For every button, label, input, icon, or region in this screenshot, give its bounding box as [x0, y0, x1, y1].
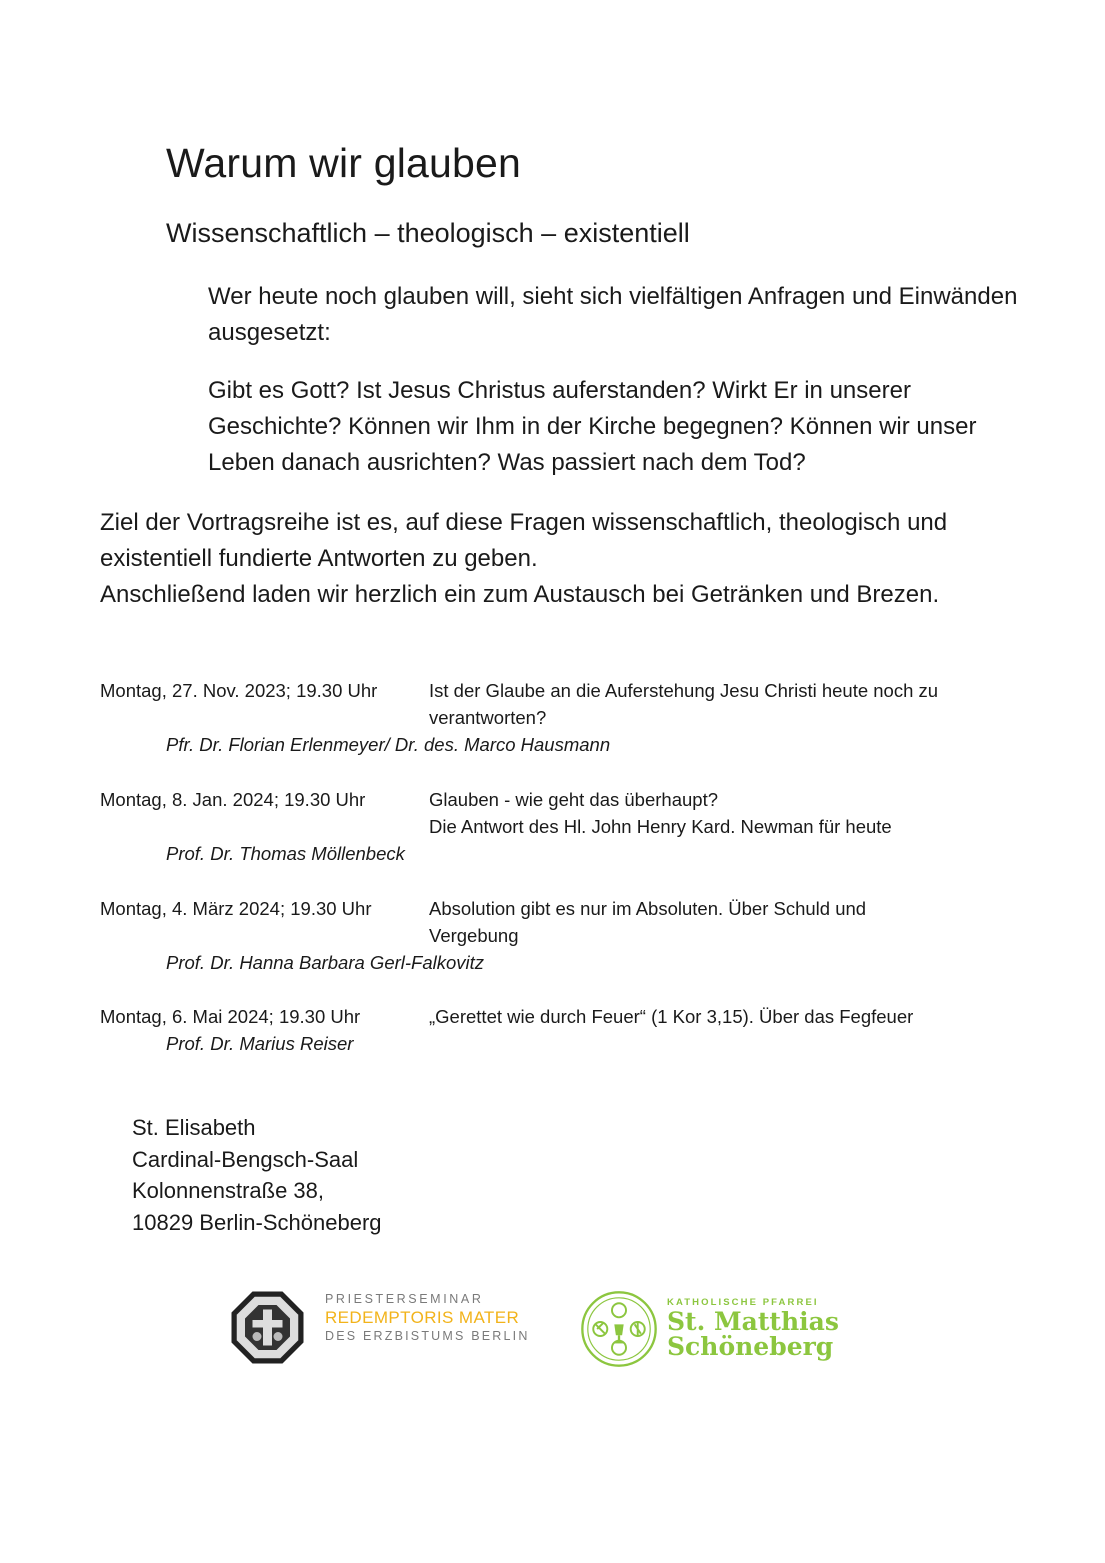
page-subtitle: Wissenschaftlich – theologisch – existentiell — [166, 218, 690, 248]
parish-logo-name: Schöneberg — [667, 1332, 834, 1361]
venue-address — [132, 1112, 382, 1238]
aim-paragraph — [100, 505, 1060, 613]
aim-line-2: Anschließend laden wir herzlich ein zum Austausch bei Getränken und Brezen. — [100, 581, 940, 608]
intro-paragraph-1: Wer heute noch glauben will, sieht sich vielfältigen Anfragen und Einwänden ausgesetzt: — [208, 283, 1018, 346]
event-topic — [429, 786, 1029, 840]
event-speaker: Prof. Dr. Hanna Barbara Gerl-Falkovitz — [166, 952, 485, 973]
seminary-logo-line: DES ERZBISTUMS BERLIN — [325, 1329, 530, 1343]
event-topic — [429, 895, 929, 949]
page-title: Warum wir glauben — [166, 140, 522, 186]
seminary-logo-line: PRIESTERSEMINAR — [325, 1292, 484, 1306]
event-topic-line: Ist der Glaube an die Auferstehung Jesu Christi heute noch zu verantworten? — [429, 680, 939, 728]
event-topic-line: Absolution gibt es nur im Absoluten. Über Schuld und Vergebung — [429, 898, 867, 946]
event-date: Montag, 8. Jan. 2024; 19.30 Uhr — [100, 789, 366, 810]
event-speaker: Prof. Dr. Marius Reiser — [166, 1033, 354, 1054]
venue-line: St. Elisabeth — [132, 1115, 256, 1140]
event-topic-line: „Gerettet wie durch Feuer“ (1 Kor 3,15). Über das Fegfeuer — [429, 1006, 914, 1027]
event-date: Montag, 27. Nov. 2023; 19.30 Uhr — [100, 680, 378, 701]
event-date: Montag, 4. März 2024; 19.30 Uhr — [100, 898, 372, 919]
venue-line: 10829 Berlin-Schöneberg — [132, 1209, 382, 1235]
event-topic — [429, 677, 1029, 731]
parish-emblem-icon — [580, 1290, 658, 1368]
seminary-logo-line: REDEMPTORIS MATER — [325, 1308, 520, 1327]
intro-paragraph-2: Gibt es Gott? Ist Jesus Christus auferstanden? Wirkt Er in unserer Geschichte? Können wir Ihm in der Kirche begegnen? Können wir unser Leben danach ausrichten? Was passiert nach dem Tod? — [208, 377, 977, 476]
event-speaker: Pfr. Dr. Florian Erlenmeyer/ Dr. des. Marco Hausmann — [166, 734, 611, 755]
seminary-logo-text — [325, 1291, 530, 1344]
event-topic-line: Die Antwort des Hl. John Henry Kard. Newman für heute — [429, 816, 892, 837]
event-speaker: Prof. Dr. Thomas Möllenbeck — [166, 843, 405, 864]
aim-line-1: Ziel der Vortragsreihe ist es, auf diese Fragen wissenschaftlich, theologisch und existentiell fundierte Antworten zu geben. — [100, 509, 948, 572]
event-topic — [429, 1003, 1029, 1030]
parish-logo-text — [667, 1297, 839, 1359]
event-topic-line: Glauben - wie geht das überhaupt? — [429, 789, 719, 810]
parish-logo-name: St. Matthias — [667, 1307, 839, 1336]
seminary-seal-icon — [230, 1290, 305, 1365]
venue-line: Cardinal-Bengsch-Saal — [132, 1146, 359, 1172]
venue-line: Kolonnenstraße 38, — [132, 1178, 325, 1203]
parish-logo-kicker: KATHOLISCHE PFARREI — [667, 1297, 819, 1308]
event-date: Montag, 6. Mai 2024; 19.30 Uhr — [100, 1006, 361, 1027]
